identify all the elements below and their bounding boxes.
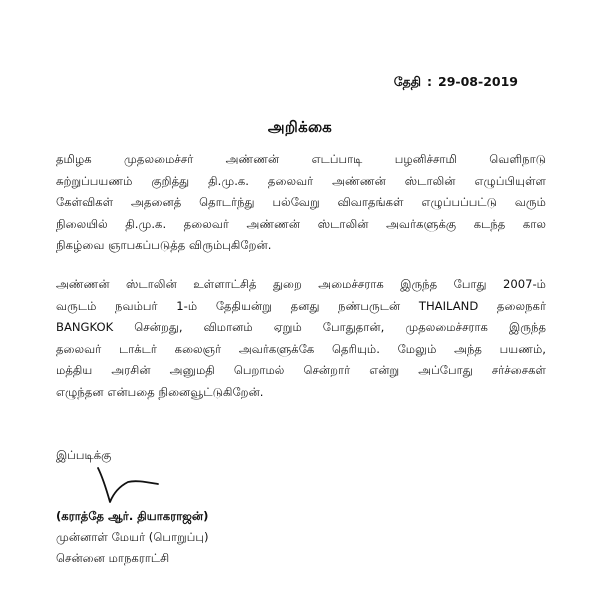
signature-mark bbox=[92, 462, 162, 506]
signatory-block bbox=[56, 506, 209, 569]
page-title: அறிக்கை bbox=[267, 118, 333, 136]
paragraph-line: நிகழ்வை ஞாபகப்படுத்த விரும்புகிறேன். bbox=[56, 238, 272, 252]
date-label: தேதி bbox=[393, 74, 422, 89]
paragraph-line: நிலையில் தி.மு.க. தலைவர் அண்ணன் ஸ்டாலின் அவர்களுக்கு கடந்த கால bbox=[56, 216, 546, 231]
paragraph-line: கேள்விகள் அதனைத் தொடர்ந்து பல்வேறு விவாதங்கள் எழுப்பப்பட்டு வரும் bbox=[56, 195, 546, 209]
closing-salutation: இப்படிக்கு bbox=[56, 448, 112, 462]
paragraph-line: மத்திய அரசின் அனுமதி பெறாமல் சென்றார் என்று அப்போது சர்ச்சைகள் bbox=[56, 363, 546, 377]
paragraph-line: வருடம் நவம்பர் 1-ம் தேதியன்று தனது நண்பருடன் THAILAND தலைநகர் bbox=[56, 298, 546, 313]
paragraph-line: தமிழக முதலமைச்சர் அண்ணன் எடப்பாடி பழனிச்சாமி வெளிநாடு bbox=[56, 152, 546, 166]
signatory-position: முன்னாள் மேயர் (பொறுப்பு) bbox=[56, 530, 209, 544]
paragraph-line: BANGKOK சென்றது, விமானம் ஏறும் போதுதான், முதலமைச்சராக இருந்த bbox=[56, 320, 546, 334]
paragraph-line: அண்ணன் ஸ்டாலின் உள்ளாட்சித் துறை அமைச்சராக இருந்த போது 2007-ம் bbox=[56, 277, 546, 291]
paragraph-2 bbox=[56, 274, 546, 403]
signatory-name: (கராத்தே ஆர். தியாகராஜன்) bbox=[56, 509, 209, 523]
paragraph-line: சுற்றுப்பயணம் குறித்து தி.மு.க. தலைவர் அண்ணன் ஸ்டாலின் எழுப்பியுள்ள bbox=[56, 173, 546, 188]
date-separator: : bbox=[427, 74, 433, 89]
paragraph-1 bbox=[56, 149, 546, 257]
date-value: 29-08-2019 bbox=[438, 74, 518, 89]
paragraph-line: எழுந்தன என்பதை நினைவூட்டுகிறேன். bbox=[56, 384, 264, 399]
signatory-organization: சென்னை மாநகராட்சி bbox=[56, 551, 170, 565]
paragraph-line: தலைவர் டாக்டர் கலைஞர் அவர்களுக்கே தெரியும். மேலும் அந்த பயணம், bbox=[56, 341, 546, 356]
date-line bbox=[394, 74, 518, 91]
